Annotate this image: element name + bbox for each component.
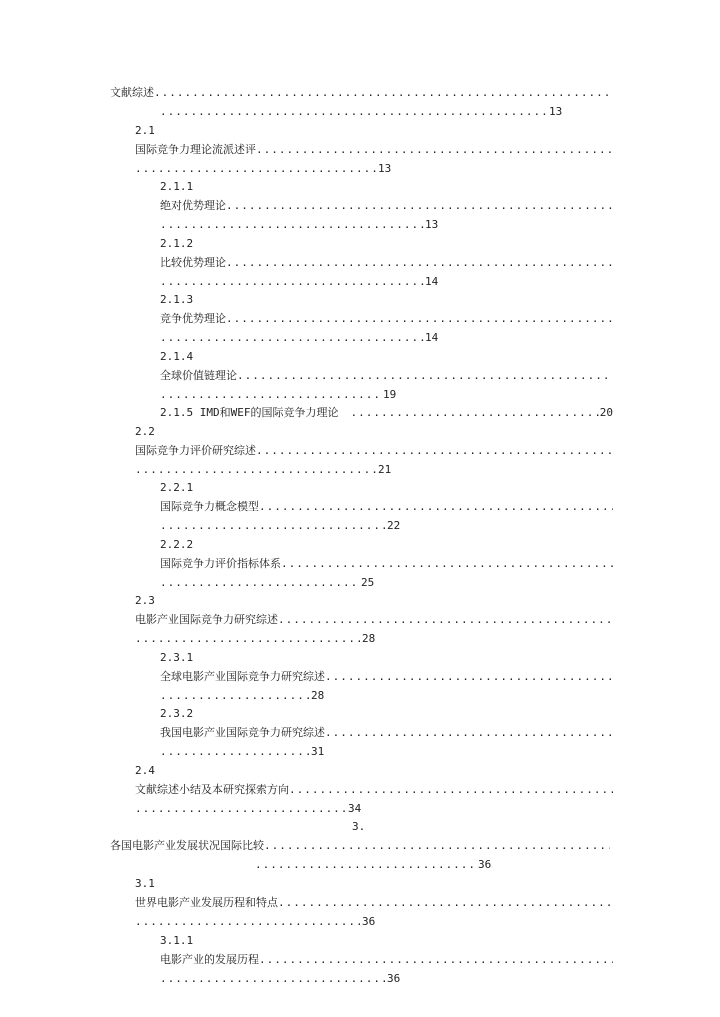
toc-number: 2.4 — [135, 764, 155, 777]
toc-entry-title — [160, 199, 613, 213]
toc-page-number: 13 — [549, 105, 563, 118]
toc-leader — [325, 670, 613, 684]
toc-leader — [325, 726, 613, 740]
toc-title: 世界电影产业发展历程和特点 — [135, 896, 278, 909]
toc-title: 电影产业的发展历程 — [160, 953, 259, 966]
toc-number: 2.3.1 — [160, 651, 194, 664]
toc-leader — [226, 256, 613, 270]
toc-entry-cont — [255, 858, 555, 872]
toc-leader — [259, 500, 613, 514]
toc-title: 全球电影产业国际竞争力研究综述 — [160, 670, 325, 683]
toc-title: 绝对优势理论 — [160, 199, 226, 212]
toc-leader — [160, 519, 386, 533]
toc-number: 2.3.2 — [160, 707, 194, 720]
toc-page-number: 13 — [378, 162, 392, 175]
toc-leader — [160, 331, 424, 345]
toc-leader — [350, 406, 598, 420]
toc-title: 各国电影产业发展状况国际比较 — [110, 839, 264, 852]
toc-page-number: 14 — [425, 275, 439, 288]
toc-title: 国际竞争力理论流派述评 — [135, 143, 256, 156]
toc-entry-cont — [160, 105, 580, 119]
toc-entry-cont — [160, 689, 460, 703]
toc-leader — [256, 143, 613, 157]
toc-page-number: 36 — [362, 915, 376, 928]
toc-entry-title — [110, 839, 610, 853]
toc-page-number: 21 — [378, 463, 392, 476]
toc-number: 3. — [352, 820, 366, 833]
toc-entry-title — [135, 613, 613, 627]
toc-title: 电影产业国际竞争力研究综述 — [135, 613, 278, 626]
toc-entry-cont — [135, 915, 435, 929]
toc-number: 3.1.1 — [160, 934, 194, 947]
toc-leader — [160, 689, 310, 703]
toc-entry-cont — [160, 275, 460, 289]
toc-number: 2.1 — [135, 124, 155, 137]
toc-page-number: 14 — [425, 331, 439, 344]
toc-entry-cont — [160, 972, 460, 986]
toc-leader — [226, 199, 613, 213]
toc-leader — [135, 632, 361, 646]
toc-page-number: 13 — [425, 218, 439, 231]
toc-title: 国际竞争力概念模型 — [160, 500, 259, 513]
toc-entry-cont — [135, 632, 435, 646]
toc-page-number: 36 — [478, 858, 492, 871]
toc-entry-cont — [135, 162, 435, 176]
toc-entry-title — [160, 312, 613, 326]
toc-leader — [264, 839, 610, 853]
toc-number: 2.1.4 — [160, 350, 194, 363]
toc-entry-title — [135, 896, 613, 910]
toc-entry-cont — [160, 388, 460, 402]
toc-leader — [278, 613, 613, 627]
toc-page-number: 20 — [599, 406, 613, 419]
toc-leader — [160, 105, 548, 119]
toc-leader — [135, 162, 377, 176]
toc-entry-cont — [160, 331, 460, 345]
toc-number: 2.3 — [135, 594, 155, 607]
toc-leader — [160, 275, 424, 289]
toc-leader — [160, 576, 360, 590]
toc-entry-title — [135, 783, 613, 797]
toc-number: 2.2.2 — [160, 538, 194, 551]
toc-page-number: 28 — [311, 689, 325, 702]
toc-page-number: 25 — [361, 576, 375, 589]
toc-page-number: 19 — [383, 388, 397, 401]
toc-page-number: 36 — [387, 972, 401, 985]
toc-leader — [259, 953, 613, 967]
toc-leader — [278, 896, 613, 910]
toc-number: 2.1.2 — [160, 237, 194, 250]
toc-leader — [289, 783, 613, 797]
toc-entry-title — [110, 86, 610, 100]
toc-leader — [160, 745, 310, 759]
toc-title: 文献综述 — [110, 86, 154, 99]
toc-page-number: 22 — [387, 519, 401, 532]
toc-number: 2.2 — [135, 425, 155, 438]
toc-title: 2.1.5 IMD和WEF的国际竞争力理论 — [160, 406, 339, 419]
toc-leader — [226, 312, 613, 326]
toc-entry-cont — [135, 802, 435, 816]
toc-number: 2.2.1 — [160, 481, 194, 494]
toc-entry-title — [160, 369, 613, 383]
toc-leader — [160, 388, 382, 402]
toc-entry-title — [160, 557, 613, 571]
toc-number: 2.1.1 — [160, 180, 194, 193]
toc-leader — [154, 86, 610, 100]
toc-leader — [281, 557, 613, 571]
toc-entry-title — [135, 143, 613, 157]
toc-leader — [160, 218, 424, 232]
toc-page-number: 31 — [311, 745, 325, 758]
toc-entry-title — [160, 256, 613, 270]
toc-title: 国际竞争力评价研究综述 — [135, 444, 256, 457]
toc-entry-cont — [135, 463, 435, 477]
toc-leader — [255, 858, 477, 872]
toc-leader — [237, 369, 613, 383]
toc-leader — [135, 915, 361, 929]
toc-entry-title — [160, 726, 613, 740]
toc-title: 全球价值链理论 — [160, 369, 237, 382]
toc-entry-cont — [160, 745, 460, 759]
toc-leader — [135, 802, 347, 816]
toc-title: 比较优势理论 — [160, 256, 226, 269]
toc-entry-title — [160, 500, 613, 514]
toc-page-number: 34 — [348, 802, 362, 815]
toc-title: 我国电影产业国际竞争力研究综述 — [160, 726, 325, 739]
toc-number: 2.1.3 — [160, 293, 194, 306]
toc-title: 文献综述小结及本研究探索方向 — [135, 783, 289, 796]
toc-leader — [256, 444, 613, 458]
toc-number: 3.1 — [135, 877, 155, 890]
toc-entry-title — [160, 670, 613, 684]
toc-page-number: 28 — [362, 632, 376, 645]
toc-title: 竞争优势理论 — [160, 312, 226, 325]
toc-entry-title — [160, 953, 613, 967]
toc-leader — [135, 463, 377, 477]
toc-entry-cont — [160, 218, 460, 232]
toc-leader — [160, 972, 386, 986]
toc-title: 国际竞争力评价指标体系 — [160, 557, 281, 570]
toc-entry-title — [135, 444, 613, 458]
toc-entry-cont — [160, 576, 460, 590]
toc-entry-cont — [160, 519, 460, 533]
toc-entry-single — [160, 406, 613, 420]
